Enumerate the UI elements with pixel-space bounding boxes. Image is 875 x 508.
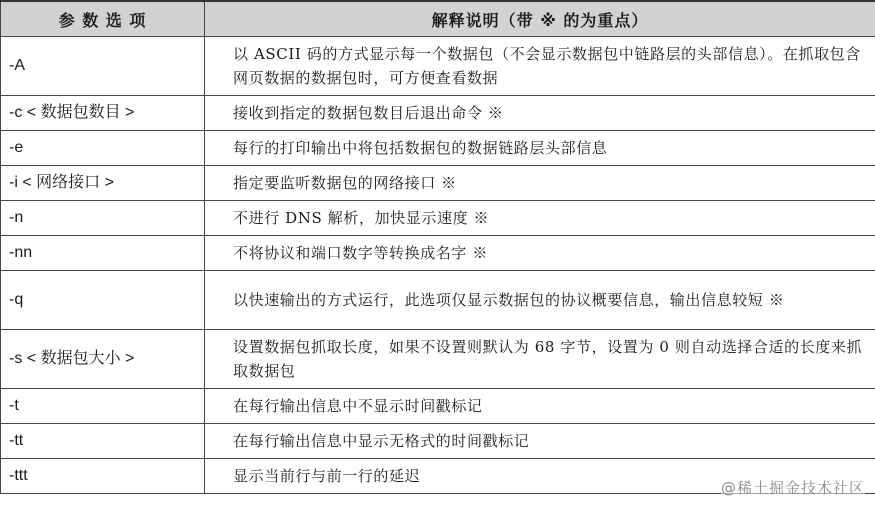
header-option: 参 数 选 项 [1,1,205,37]
description-cell: 不进行 DNS 解析，加快显示速度 ※ [205,201,875,236]
description-cell: 在每行输出信息中不显示时间戳标记 [205,389,875,424]
table-row [1,424,875,459]
description-cell: 每行的打印输出中将包括数据包的数据链路层头部信息 [205,131,875,166]
table-row [1,96,875,131]
option-cell: -A [1,37,205,96]
option-cell: -n [1,201,205,236]
option-cell: -t [1,389,205,424]
option-cell: -q [1,271,205,330]
table-row [1,131,875,166]
table-row [1,236,875,271]
header-row [1,1,875,37]
header-description: 解释说明（带 ※ 的为重点） [205,1,875,37]
table-row [1,37,875,96]
description-cell: 不将协议和端口数字等转换成名字 ※ [205,236,875,271]
description-cell: 显示当前行与前一行的延迟 [205,459,875,494]
option-cell: -s < 数据包大小 > [1,330,205,389]
watermark: @稀土掘金技术社区 [720,479,865,497]
option-cell: -nn [1,236,205,271]
description-cell: 接收到指定的数据包数目后退出命令 ※ [205,96,875,131]
option-cell: -c < 数据包数目 > [1,96,205,131]
option-cell: -tt [1,424,205,459]
table-row [1,201,875,236]
description-cell: 在每行输出信息中显示无格式的时间戳标记 [205,424,875,459]
option-cell: -i < 网络接口 > [1,166,205,201]
option-cell: -ttt [1,459,205,494]
description-cell: 以 ASCII 码的方式显示每一个数据包（不会显示数据包中链路层的头部信息）。在抓取包含网页数据的数据包时，可方便查看数据 [205,37,875,96]
description-cell: 以快速输出的方式运行，此选项仅显示数据包的协议概要信息，输出信息较短 ※ [205,271,875,330]
table-row [1,389,875,424]
description-cell: 指定要监听数据包的网络接口 ※ [205,166,875,201]
table-row [1,166,875,201]
table-row [1,271,875,330]
table-row [1,330,875,389]
option-cell: -e [1,131,205,166]
description-cell: 设置数据包抓取长度，如果不设置则默认为 68 字节，设置为 0 则自动选择合适的长度来抓取数据包 [205,330,875,389]
